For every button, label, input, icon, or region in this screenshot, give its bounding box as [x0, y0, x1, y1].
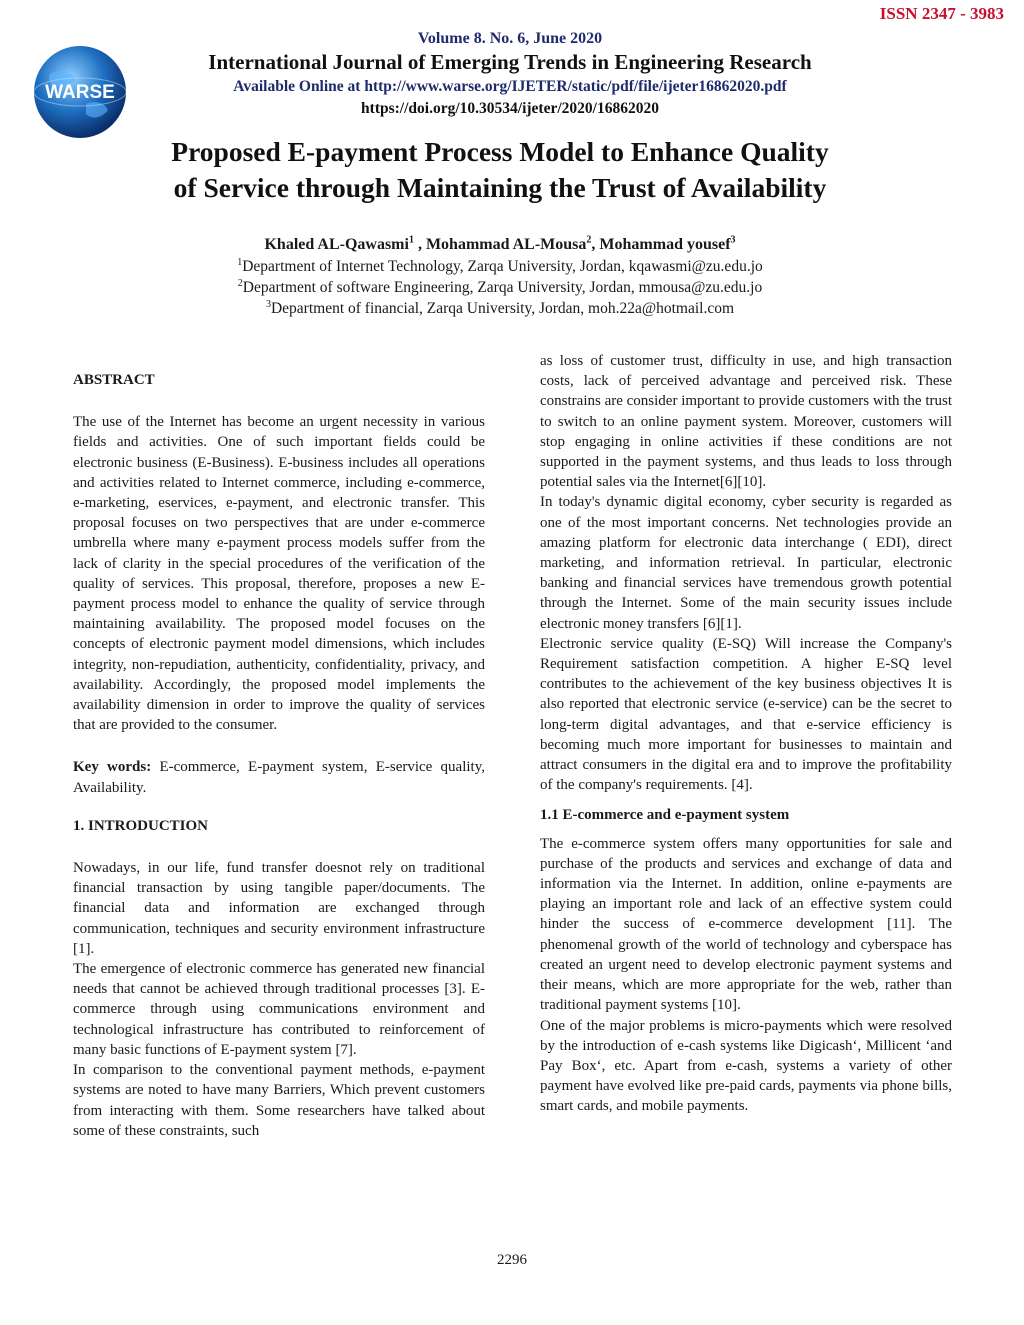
author-name: Khaled AL-Qawasmi — [264, 236, 409, 253]
body-paragraph-3: Electronic service quality (E-SQ) Will increase the Company's Requirement satisfaction competition. A higher E-SQ level contributes to the achievement of the key business objectives It is also reported that electronic service (e-service) can be the secret to long-term digital advantages, and that e-service efficiency is becoming much more important for businesses to maintain and attract consumers in the digital era and to improve the profitability of the company's requirements. [4]. — [540, 635, 952, 794]
issn-label: ISSN 2347 - 3983 — [879, 4, 1004, 23]
right-column — [540, 351, 952, 1117]
intro-paragraph-2: The emergence of electronic commerce has generated new financial needs that cannot be achieved through traditional processes [3]. E-commerce through using communications environment and technological infrastructure has contributed to reinforcement of many basic functions of E-payment system [7]. — [73, 961, 485, 1058]
volume-info: Volume 8. No. 6, June 2020 — [417, 30, 603, 47]
logo-text: WARSE — [45, 82, 115, 103]
title-line-2: of Service through Maintaining the Trust of Availability — [173, 172, 827, 203]
author-sup: 2 — [586, 234, 592, 246]
affiliation: $^3$Department of financial, Zarqa University, Jordan, moh.22a@hotmail.com — [265, 298, 735, 317]
author-name: Mohammad AL-Mousa — [425, 236, 587, 253]
page-number: 2296 — [497, 1252, 527, 1268]
body-paragraph-1: as loss of customer trust, difficulty in use, and high transaction costs, lack of perceived advantage and perceived risk. These constrains are consider important to provide customers with the trust to switch to an online payment system. Moreover, customers will stop engaging in online activities if these conditions are not supported in the payment systems, and thus leads to loss through potential sales via the Internet[6][10]. — [540, 353, 952, 491]
keywords-label: Key words: — [73, 759, 152, 776]
intro-paragraph-1: Nowadays, in our life, fund transfer doesnot rely on traditional financial transaction by using tangible paper/documents. The financial data and information are exchanged through communication, techniques and security environment infrastructure [1]. — [73, 860, 485, 957]
abstract-text: The use of the Internet has become an urgent necessity in various fields and activities. One of such important fields could be electronic business (E-Business). E-business includes all operations and activities related to Internet commerce, including e-commerce, e-marketing, eservices, e-payment, and electronic transfer. This proposal focuses on two perspectives that are under e-commerce umbrella where many e-payment process models suffer from the lack of clarity in the special procedures of the verification of the quality of services. This proposal, therefore, proposes a new E-payment process model to enhance the quality of service through maintaining availability. The proposed model focuses on the concepts of electronic payment model dimensions, which includes integrity, non-repudiation, authenticity, confidentiality, privacy, and availability. Accordingly, the proposed model implements the availability dimension in order to improve the quality of services that are provided to the consumer. — [73, 414, 485, 734]
keywords — [73, 757, 485, 797]
author-sup: 3 — [730, 234, 736, 246]
title-line-1: Proposed E-payment Process Model to Enhance Quality — [171, 136, 829, 167]
author-name: Mohammad yousef — [599, 236, 731, 253]
warse-logo — [30, 42, 130, 142]
available-online-link[interactable]: Available Online at http://www.warse.org/IJETER/static/pdf/file/ijeter16862020.pdf — [233, 78, 787, 95]
introduction-heading: 1. INTRODUCTION — [73, 817, 209, 834]
section-1-1-heading: 1.1 E-commerce and e-payment system — [540, 807, 790, 824]
affiliation-list — [80, 256, 920, 319]
intro-paragraph-3: In comparison to the conventional payment methods, e-payment systems are noted to have many Barriers, Which prevent customers from interacting with them. Some researchers have talked about some of these constraints, such — [73, 1062, 485, 1139]
body-paragraph-5: One of the major problems is micro-payments which were resolved by the introduction of e-cash systems like Digicash‘, Millicent ‘and Pay Box‘, etc. Apart from e-cash, systems a variety of other payment have evolved like pre-paid cards, payments via phone bills, smart cards, and mobile payments. — [540, 1017, 952, 1115]
abstract-heading: ABSTRACT — [73, 372, 155, 388]
affiliation: $^2$Department of software Engineering, Zarqa University, Jordan, mmousa@zu.edu.jo — [237, 277, 763, 296]
left-column — [73, 370, 485, 1141]
keywords-text: E-commerce, E-payment system, E-service quality, Availability. — [73, 759, 485, 796]
body-paragraph-4: The e-commerce system offers many opportunities for sale and purchase of the products and services and exchange of data and information via the Internet. In addition, online e-payments are playing an important role and lack of an effective system could hinder the success of e-commerce development [11]. The phenomenal growth of the world of technology and cyberspace has created an urgent need to develop electronic payment systems and their means, which are more appropriate for the web, rather than traditional payment systems [10]. — [540, 835, 952, 1014]
affiliation: $^1$Department of Internet Technology, Zarqa University, Jordan, kqawasmi@zu.edu.jo — [237, 256, 763, 275]
paper-title — [80, 134, 920, 206]
body-paragraph-2: In today's dynamic digital economy, cyber security is regarded as one of the most important concerns. Net technologies provide an amazing platform for electronic data interchange ( EDI), direct marketing, and information retrieval. In particular, electronic banking and financial services have tremendous growth potential through the Internet. Some of the main security issues include electronic money transfers [6][1]. — [540, 494, 952, 632]
author-list: Khaled AL-Qawasmi$^1$ , Mohammad AL-Mousa$^2$, Mohammad yousef$^3$ — [264, 234, 736, 253]
author-sup: 1 — [408, 234, 414, 246]
journal-name: International Journal of Emerging Trends in Engineering Research — [208, 50, 812, 74]
doi-link[interactable]: https://doi.org/10.30534/ijeter/2020/16862020 — [361, 100, 659, 117]
